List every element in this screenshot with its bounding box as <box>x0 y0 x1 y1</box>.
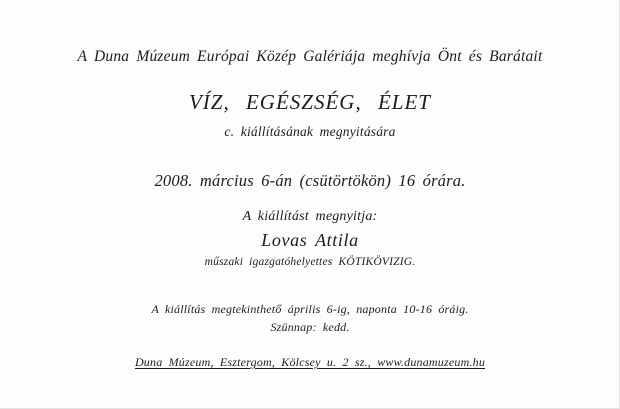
invite-line: A Duna Múzeum Európai Közép Galériája meghívja Önt és Barátait <box>77 48 543 65</box>
opening-date-time: 2008. március 6-án (csütörtökön) 16 órára. <box>154 171 466 190</box>
museum-address <box>0 355 620 370</box>
opener-name: Lovas Attila <box>261 230 359 250</box>
opener-role: műszaki igazgatóhelyettes KÖTIKÖVIZIG. <box>204 256 416 268</box>
exhibition-subtitle: c. kiállításának megnyitására <box>224 124 396 139</box>
closed-day: Szünnap: kedd. <box>270 320 350 334</box>
museum-address-text: Duna Múzeum, Esztergom, Kölcsey u. 2 sz., www.dunamuzeum.hu <box>134 355 486 369</box>
opener-intro: A kiállítást megnyitja: <box>242 209 378 224</box>
exhibition-title: VÍZ, EGÉSZSÉG, ÉLET <box>188 90 431 114</box>
viewing-info: A kiállítás megtekinthető április 6-ig, naponta 10-16 óráig. <box>151 302 469 316</box>
